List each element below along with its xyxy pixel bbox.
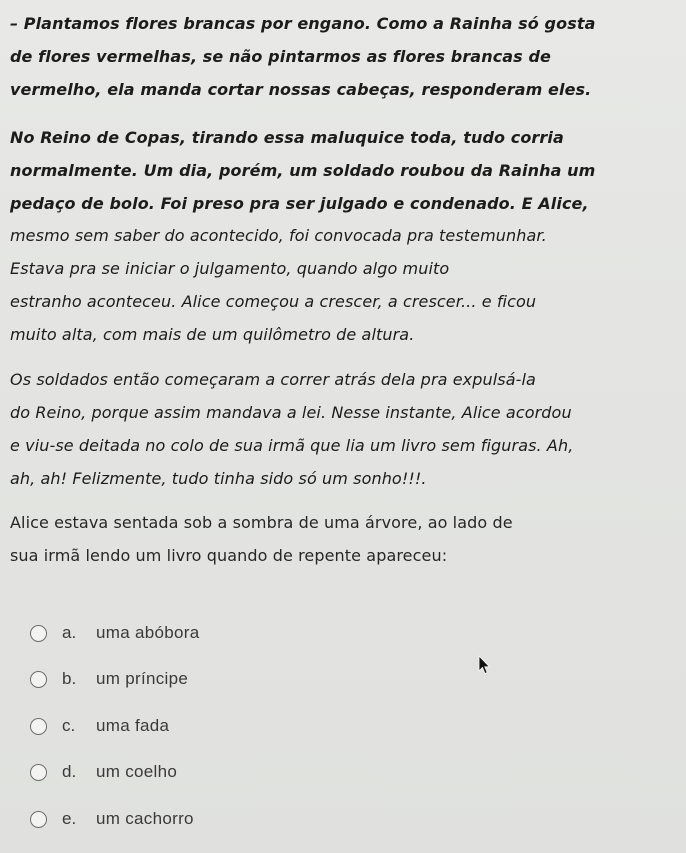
- option-letter: a.: [62, 623, 77, 642]
- radio-button[interactable]: [30, 671, 47, 688]
- option-text: um coelho: [96, 762, 178, 781]
- option-c[interactable]: [30, 711, 390, 741]
- option-b[interactable]: [30, 664, 390, 694]
- passage-line: No Reino de Copas, tirando essa maluquice toda, tudo corria: [10, 128, 564, 147]
- passage-line: estranho aconteceu. Alice começou a crescer, a crescer... e ficou: [10, 292, 537, 311]
- option-text: uma fada: [96, 716, 170, 735]
- passage-line: muito alta, com mais de um quilômetro de altura.: [10, 325, 415, 344]
- passage-line: vermelho, ela manda cortar nossas cabeças, responderam eles.: [10, 80, 592, 99]
- radio-button[interactable]: [30, 625, 47, 642]
- option-text: um cachorro: [96, 809, 194, 828]
- mouse-pointer-icon: [478, 655, 492, 675]
- passage-line: Os soldados então começaram a correr atrás dela pra expulsá-la: [10, 370, 536, 389]
- question-line: Alice estava sentada sob a sombra de uma árvore, ao lado de: [10, 513, 513, 532]
- passage-line: de flores vermelhas, se não pintarmos as flores brancas de: [10, 47, 551, 66]
- option-letter: b.: [62, 669, 77, 688]
- option-e[interactable]: [30, 804, 390, 834]
- passage-line: e viu-se deitada no colo de sua irmã que lia um livro sem figuras. Ah,: [10, 436, 574, 455]
- radio-button[interactable]: [30, 811, 47, 828]
- passage-line: – Plantamos flores brancas por engano. Como a Rainha só gosta: [10, 14, 596, 33]
- radio-button[interactable]: [30, 764, 47, 781]
- radio-button[interactable]: [30, 718, 47, 735]
- option-letter: e.: [62, 809, 77, 828]
- passage-line: do Reino, porque assim mandava a lei. Nesse instante, Alice acordou: [10, 403, 572, 422]
- option-d[interactable]: [30, 757, 390, 787]
- passage-line: normalmente. Um dia, porém, um soldado roubou da Rainha um: [10, 161, 596, 180]
- passage-line: pedaço de bolo. Foi preso pra ser julgado e condenado. E Alice,: [10, 194, 589, 213]
- question-line: sua irmã lendo um livro quando de repente apareceu:: [10, 546, 448, 565]
- passage-line: ah, ah! Felizmente, tudo tinha sido só um sonho!!!.: [10, 469, 427, 488]
- passage-line: mesmo sem saber do acontecido, foi convocada pra testemunhar.: [10, 226, 547, 245]
- option-text: um príncipe: [96, 669, 189, 688]
- option-letter: c.: [62, 716, 76, 735]
- option-letter: d.: [62, 762, 77, 781]
- passage-line: Estava pra se iniciar o julgamento, quando algo muito: [10, 259, 450, 278]
- option-a[interactable]: [30, 618, 390, 648]
- option-text: uma abóbora: [96, 623, 200, 642]
